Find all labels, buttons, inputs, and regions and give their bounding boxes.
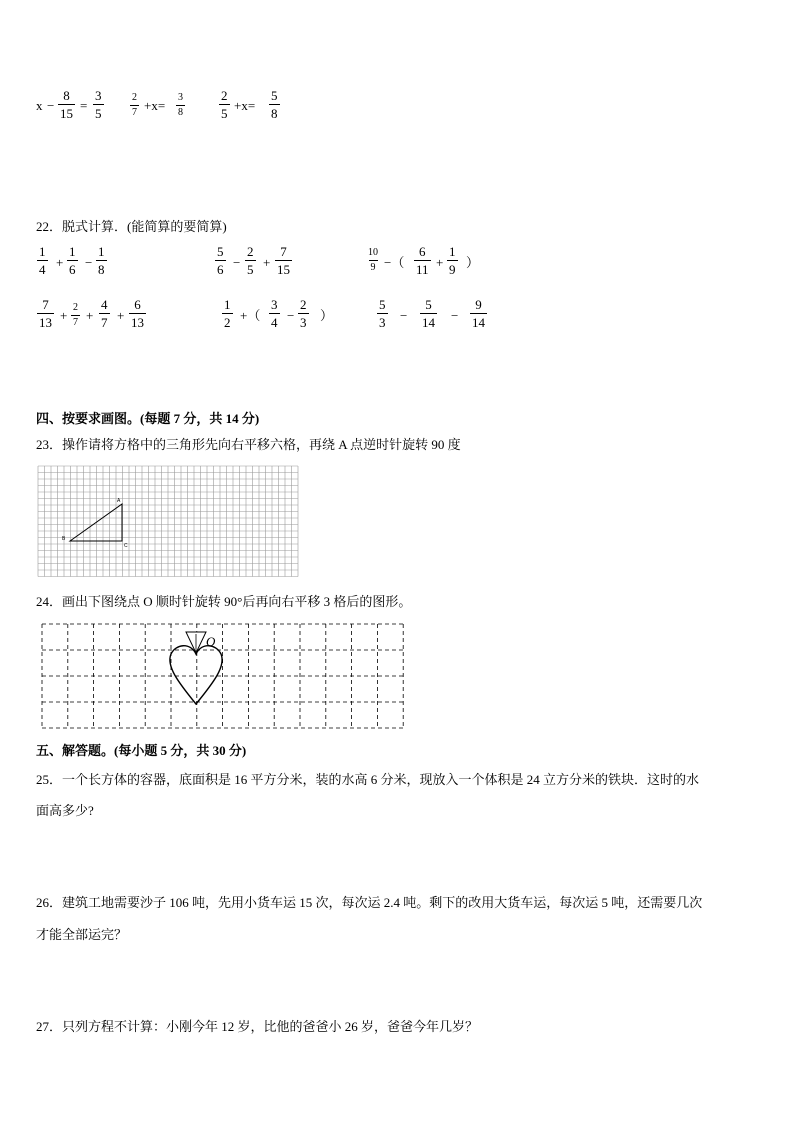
e2-fraction-a: $\frac{5}{6}$ [217,244,224,277]
eq3-fraction-1: $\frac{2}{5}$ [221,88,228,121]
q25-line-1: 25．一个长方体的容器，底面积是 16 平方分米，装的水高 6 分米，现放入一个体积是 24 立方分米的铁块．这时的水 [36,772,700,787]
e1-fraction-b: $\frac{1}{6}$ [69,244,76,277]
eq3-plus-x: +x= [234,98,256,113]
e1-fraction-a: $\frac{1}{4}$ [39,244,46,277]
q24-text: 24．画出下图绕点 O 顺时针旋转 90°后再向右平移 3 格后的图形。 [36,594,412,609]
e4-op2: + [86,308,94,323]
eq1-fraction-2: $\frac{3}{5}$ [95,88,102,121]
q24-grid-figure [40,622,402,732]
eq2-fraction-2: $\frac{3}{8}$ [178,92,183,118]
e5-op2: − [287,308,295,323]
eq1-minus: − [47,98,55,113]
section-4-heading: 四、按要求画图。(每题 7 分，共 14 分) [36,411,260,426]
eq3-fraction-2: $\frac{5}{8}$ [271,88,278,121]
e6-fraction-c: $\frac{9}{14}$ [472,297,485,330]
e5-close: ） [320,308,334,323]
e4-fraction-a: $\frac{7}{13}$ [39,297,52,330]
q23-label-b: B [62,536,66,542]
e1-fraction-c: $\frac{1}{8}$ [98,244,105,277]
e1-op2: − [85,255,93,270]
q23-triangle [70,504,122,541]
eq2-plus-x: +x= [144,98,166,113]
q26-line-1: 26．建筑工地需要沙子 106 吨，先用小货车运 15 次，每次运 2.4 吨。剩下的改用大货车运，每次运 5 吨，还需要几次 [36,895,703,910]
e3-fraction-a: $\frac{10}{9}$ [368,247,378,273]
e4-fraction-b: $\frac{2}{7}$ [73,302,78,328]
e6-op2: − [451,308,459,323]
e4-fraction-d: $\frac{6}{13}$ [131,297,144,330]
q23-text: 23．操作请将方格中的三角形先向右平移六格，再绕 A 点逆时针旋转 90 度 [36,437,461,452]
e5-op1: +（ [240,308,261,323]
e6-fraction-b: $\frac{5}{14}$ [422,297,435,330]
eq2-fraction-1: $\frac{2}{7}$ [132,92,137,118]
e4-fraction-c: $\frac{4}{7}$ [101,297,108,330]
e4-op3: + [117,308,125,323]
q23-label-a: A [117,498,121,504]
e5-fraction-a: $\frac{1}{2}$ [224,297,231,330]
q27-line-1: 27．只列方程不计算：小刚今年 12 岁，比他的爸爸小 26 岁，爸爸今年几岁？ [36,1019,479,1034]
e5-fraction-c: $\frac{2}{3}$ [300,297,307,330]
heart-shape [170,646,222,704]
eq1-equals: = [80,98,88,113]
e6-fraction-a: $\frac{5}{3}$ [379,297,386,330]
point-o-label: O [206,634,216,649]
e3-op2: + [436,255,444,270]
q25-line-2: 面高多少? [36,803,94,818]
q23-grid-figure [38,466,300,578]
e3-fraction-c: $\frac{1}{9}$ [449,244,456,277]
e2-op2: + [263,255,271,270]
e2-fraction-c: $\frac{7}{15}$ [277,244,290,277]
eq1-x: x [36,98,43,113]
e4-op1: + [60,308,68,323]
section-5-heading: 五、解答题。(每小题 5 分，共 30 分) [36,743,247,758]
e1-op1: + [56,255,64,270]
e2-fraction-b: $\frac{2}{5}$ [247,244,254,277]
q22-title: 22．脱式计算．(能简算的要简算) [36,219,227,234]
e3-close: ） [466,255,480,270]
q26-line-2: 才能全部运完？ [36,927,128,942]
e5-fraction-b: $\frac{3}{4}$ [271,297,278,330]
e6-op1: − [400,308,408,323]
e3-op1: −（ [384,255,405,270]
e3-fraction-b: $\frac{6}{11}$ [416,244,429,277]
e2-op1: − [233,255,241,270]
eq1-fraction-1: $\frac{8}{15}$ [60,88,73,121]
q23-label-c: C [124,543,128,549]
